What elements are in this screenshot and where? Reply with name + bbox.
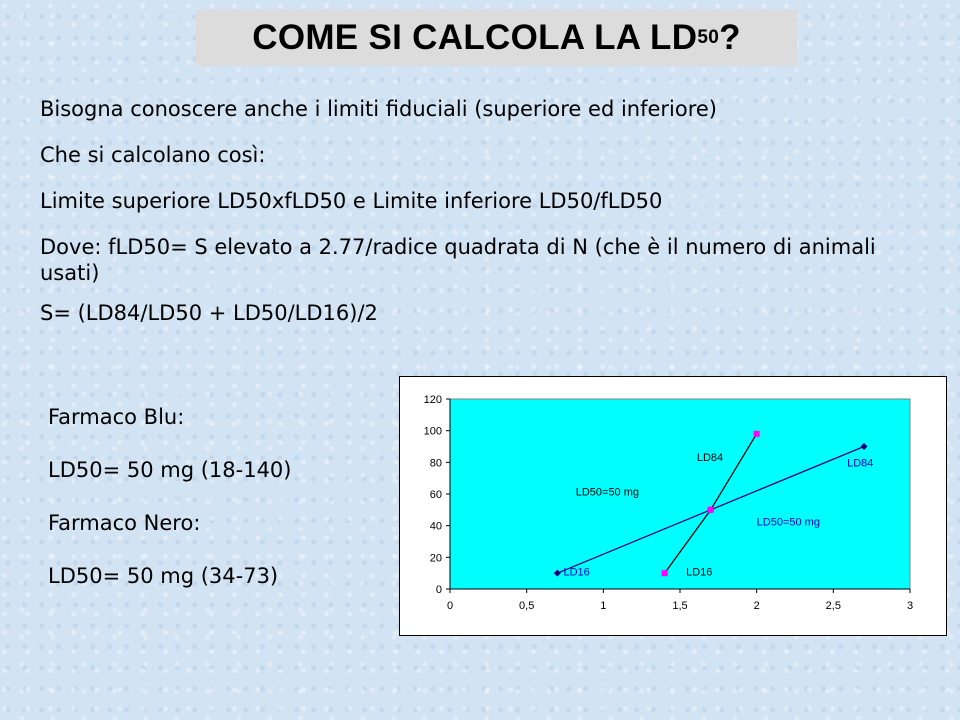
y-tick-label: 100 — [423, 425, 442, 438]
chart-annotation: LD50=50 mg — [575, 486, 640, 499]
series-2-point — [708, 507, 714, 513]
drug-blu-value: LD50= 50 mg (18-140) — [48, 458, 292, 482]
paragraph-1: Bisogna conoscere anche i limiti fiduciali (superiore ed inferiore) — [40, 97, 718, 121]
x-tick-label: 0,5 — [519, 600, 535, 612]
x-tick-label: 0 — [446, 600, 454, 612]
paragraph-4: Dove: fLD50= S elevato a 2.77/radice quadrata di N (che è il numero di animali usati) — [40, 235, 876, 285]
dose-response-chart — [400, 377, 946, 635]
y-tick-label: 60 — [429, 489, 442, 501]
chart-annotation: LD16 — [686, 566, 713, 579]
x-tick-label: 1,5 — [672, 600, 688, 612]
chart-annotation: LD16 — [563, 566, 590, 579]
title-suffix: ? — [719, 18, 741, 57]
y-tick-label: 0 — [435, 584, 442, 596]
x-tick-label: 2,5 — [825, 600, 841, 612]
series-2-point — [754, 431, 760, 437]
plot-area — [450, 399, 910, 589]
chart-annotation: LD84 — [847, 457, 874, 470]
chart-annotation: LD50=50 mg — [756, 516, 820, 529]
x-tick-label: 3 — [906, 600, 914, 612]
y-tick-label: 120 — [423, 394, 442, 406]
drug-nero-name: Farmaco Nero: — [48, 511, 201, 535]
paragraph-5: S= (LD84/LD50 + LD50/LD16)/2 — [40, 301, 378, 325]
drug-list — [48, 404, 378, 616]
x-tick-label: 2 — [753, 600, 760, 612]
body-text — [40, 96, 920, 346]
series-2-point — [662, 570, 668, 576]
y-tick-label: 20 — [429, 552, 442, 565]
drug-nero-value: LD50= 50 mg (34-73) — [48, 564, 279, 588]
drug-blu-name: Farmaco Blu: — [48, 405, 185, 429]
page-title — [196, 10, 797, 66]
title-main: COME SI CALCOLA LA LD — [252, 18, 698, 57]
title-subscript: 50 — [697, 27, 720, 48]
paragraph-2: Che si calcolano così: — [40, 143, 266, 167]
y-tick-label: 80 — [429, 457, 442, 470]
chart-frame — [399, 376, 947, 636]
x-tick-label: 1 — [600, 600, 607, 612]
y-tick-label: 40 — [429, 520, 442, 533]
chart-annotation: LD84 — [696, 451, 724, 464]
paragraph-3: Limite superiore LD50xfLD50 e Limite inferiore LD50/fLD50 — [40, 189, 663, 213]
